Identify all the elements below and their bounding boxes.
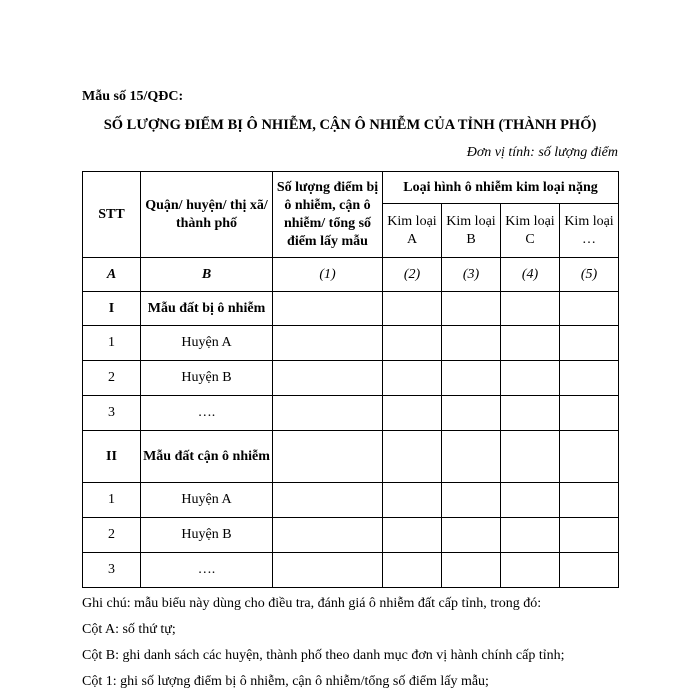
- statistics-table: [82, 171, 619, 588]
- section-row: [83, 431, 619, 483]
- stt-cell: 3: [83, 553, 141, 588]
- value-cell: [442, 431, 501, 483]
- stt-cell: I: [83, 292, 141, 326]
- value-cell: [560, 326, 619, 361]
- district-cell: Mẫu đất bị ô nhiễm: [141, 292, 273, 326]
- value-cell: [383, 326, 442, 361]
- district-cell: ….: [141, 553, 273, 588]
- column-index: B: [141, 258, 273, 292]
- stt-cell: 1: [83, 483, 141, 518]
- note-line: Cột 1: ghi số lượng điểm bị ô nhiễm, cận ô nhiễm/tổng số điểm lấy mẫu;: [82, 674, 489, 689]
- column-index: (5): [560, 258, 619, 292]
- value-cell: [273, 292, 383, 326]
- table-row: [83, 361, 619, 396]
- header-metal-other: Kim loại …: [560, 204, 619, 258]
- header-metal-a: Kim loại A: [383, 204, 442, 258]
- district-cell: ….: [141, 396, 273, 431]
- header-district: Quận/ huyện/ thị xã/ thành phố: [141, 172, 273, 258]
- value-cell: [442, 518, 501, 553]
- value-cell: [273, 326, 383, 361]
- value-cell: [383, 431, 442, 483]
- stt-cell: 1: [83, 326, 141, 361]
- district-cell: Huyện A: [141, 483, 273, 518]
- value-cell: [383, 361, 442, 396]
- value-cell: [273, 396, 383, 431]
- section-row: [83, 292, 619, 326]
- note-line: Cột B: ghi danh sách các huyện, thành phố theo danh mục đơn vị hành chính cấp tỉnh;: [82, 648, 565, 663]
- stt-cell: 2: [83, 518, 141, 553]
- notes: [82, 595, 565, 699]
- table-row: [83, 326, 619, 361]
- header-pollution-type: Loại hình ô nhiễm kim loại nặng: [383, 172, 619, 204]
- note-line: Ghi chú: mẫu biểu này dùng cho điều tra, đánh giá ô nhiễm đất cấp tỉnh, trong đó:: [82, 596, 542, 611]
- column-index: (3): [442, 258, 501, 292]
- table-body: [83, 292, 619, 588]
- value-cell: [273, 483, 383, 518]
- stt-cell: 2: [83, 361, 141, 396]
- unit-label: Đơn vị tính: số lượng điểm: [466, 145, 618, 160]
- header-metal-b: Kim loại B: [442, 204, 501, 258]
- note-line: Cột A: số thứ tự;: [82, 622, 176, 637]
- column-index: (4): [501, 258, 560, 292]
- value-cell: [383, 483, 442, 518]
- form-code: Mẫu số 15/QĐC:: [82, 89, 184, 104]
- header-point-count: Số lượng điểm bị ô nhiễm, cận ô nhiễm/ tổng số điểm lấy mẫu: [273, 172, 383, 258]
- district-cell: Huyện A: [141, 326, 273, 361]
- value-cell: [383, 292, 442, 326]
- value-cell: [560, 361, 619, 396]
- value-cell: [383, 396, 442, 431]
- value-cell: [273, 553, 383, 588]
- value-cell: [501, 361, 560, 396]
- stt-cell: II: [83, 431, 141, 483]
- value-cell: [273, 361, 383, 396]
- column-index-row: [83, 258, 619, 292]
- value-cell: [560, 431, 619, 483]
- value-cell: [442, 553, 501, 588]
- value-cell: [442, 361, 501, 396]
- table-row: [83, 483, 619, 518]
- value-cell: [383, 518, 442, 553]
- value-cell: [442, 292, 501, 326]
- district-cell: Huyện B: [141, 361, 273, 396]
- stt-cell: 3: [83, 396, 141, 431]
- column-index: (2): [383, 258, 442, 292]
- district-cell: Mẫu đất cận ô nhiễm: [141, 431, 273, 483]
- table-row: [83, 518, 619, 553]
- header-metal-c: Kim loại C: [501, 204, 560, 258]
- value-cell: [501, 292, 560, 326]
- value-cell: [560, 483, 619, 518]
- value-cell: [383, 553, 442, 588]
- document-title: SỐ LƯỢNG ĐIỂM BỊ Ô NHIỄM, CẬN Ô NHIỄM CỦA TỈNH (THÀNH PHỐ): [103, 117, 597, 133]
- value-cell: [442, 326, 501, 361]
- table-row: [83, 553, 619, 588]
- value-cell: [560, 396, 619, 431]
- value-cell: [501, 483, 560, 518]
- value-cell: [442, 396, 501, 431]
- header-stt: STT: [83, 172, 141, 258]
- district-cell: Huyện B: [141, 518, 273, 553]
- value-cell: [560, 518, 619, 553]
- value-cell: [273, 431, 383, 483]
- value-cell: [501, 326, 560, 361]
- value-cell: [501, 431, 560, 483]
- table-row: [83, 396, 619, 431]
- value-cell: [442, 483, 501, 518]
- column-index: (1): [273, 258, 383, 292]
- value-cell: [501, 396, 560, 431]
- value-cell: [501, 518, 560, 553]
- value-cell: [273, 518, 383, 553]
- value-cell: [560, 553, 619, 588]
- value-cell: [501, 553, 560, 588]
- column-index: A: [83, 258, 141, 292]
- value-cell: [560, 292, 619, 326]
